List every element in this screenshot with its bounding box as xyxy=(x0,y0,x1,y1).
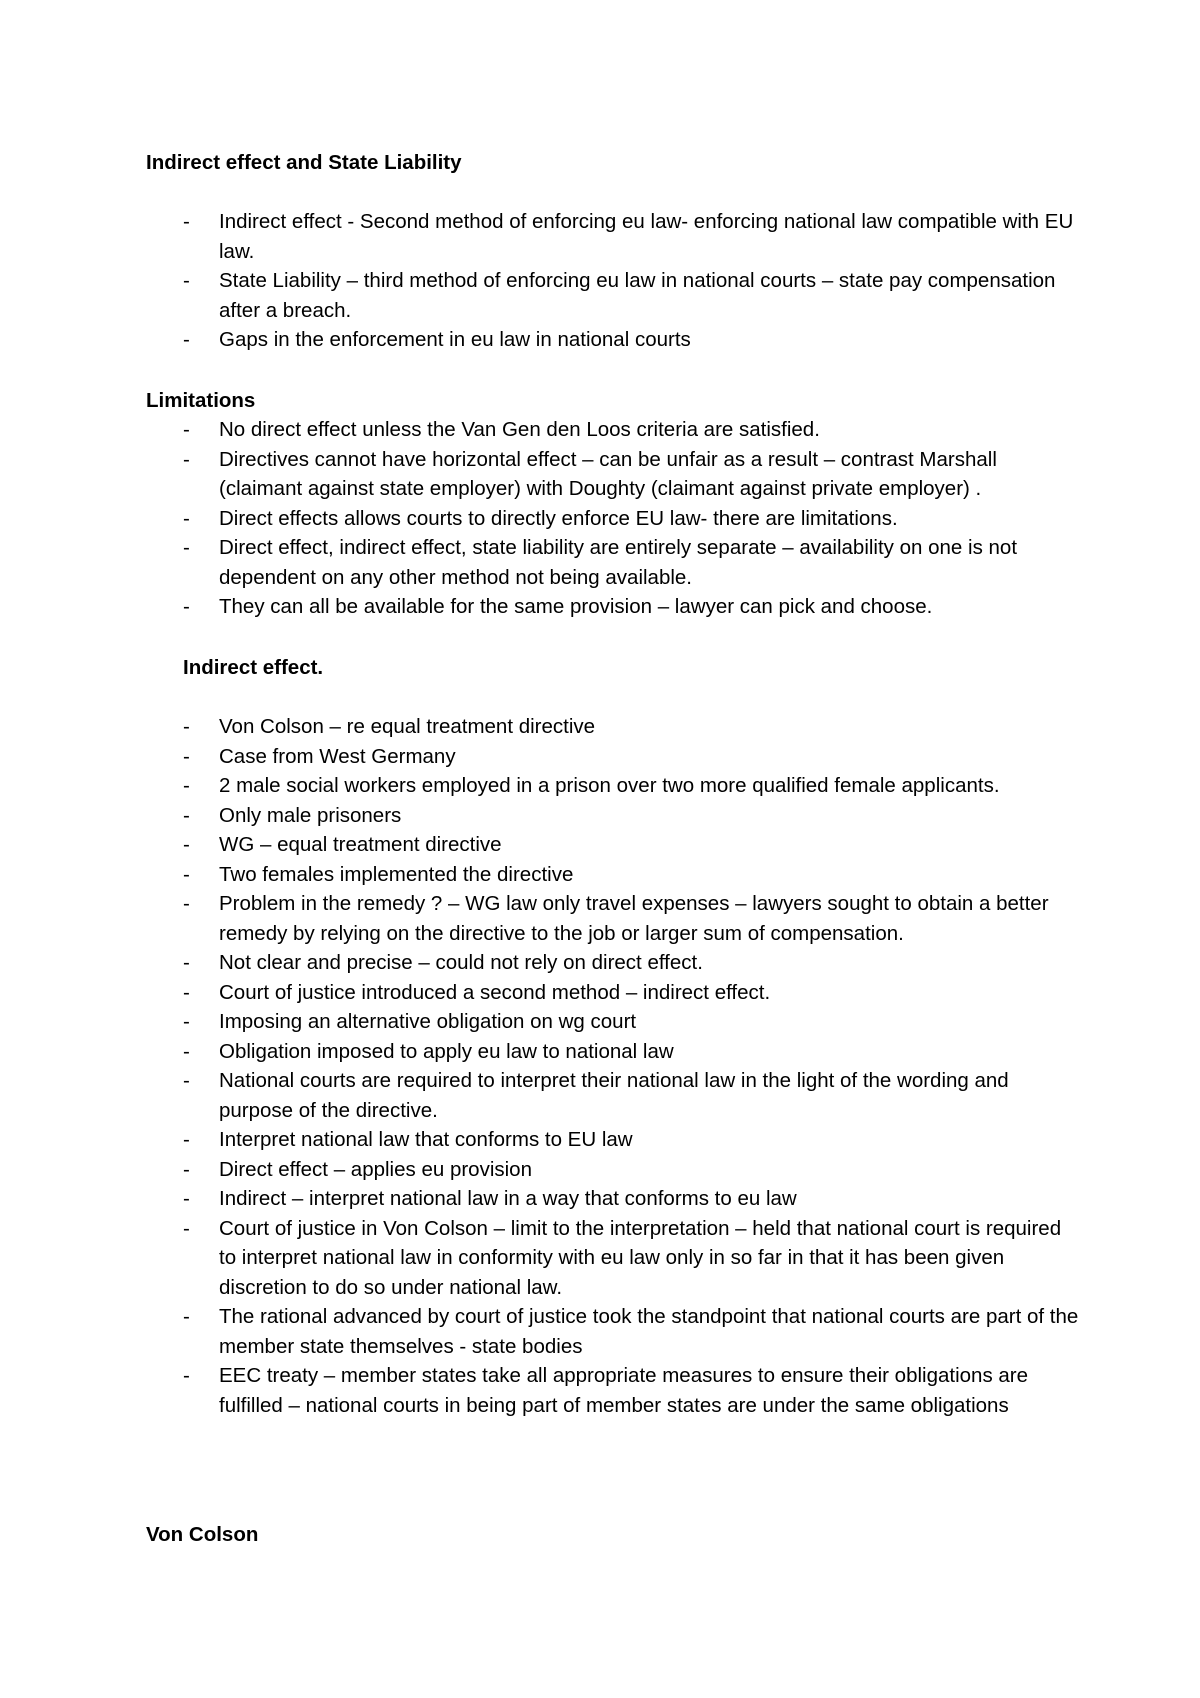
bullet-dash: - xyxy=(183,506,190,530)
list-item-text: Court of justice in Von Colson – limit to the interpretation – held that national court is required to interpret national law in conformity with eu law only in so far in that it has been given discretion to do so under national law. xyxy=(219,1216,1062,1299)
bullet-dash: - xyxy=(183,536,190,559)
list-item xyxy=(183,1214,1083,1303)
list-item xyxy=(183,1066,1083,1125)
list-item-text: WG – equal treatment directive xyxy=(219,833,502,856)
bullet-dash: - xyxy=(183,1128,190,1151)
bullet-dash: - xyxy=(183,833,190,856)
list-item-text: Only male prisoners xyxy=(219,803,402,827)
list-item-text: 2 male social workers employed in a prison over two more qualified female applicants. xyxy=(219,774,1000,797)
list-item-text: Interpret national law that conforms to EU law xyxy=(219,1128,633,1151)
intro-list xyxy=(183,207,1083,355)
bullet-dash: - xyxy=(183,1010,190,1033)
von-colson-heading: Von Colson xyxy=(146,1523,259,1546)
list-item xyxy=(183,771,1083,801)
list-item xyxy=(183,948,1083,978)
list-item-text: The rational advanced by court of justice took the standpoint that national courts are part of the member state themselves - state bodies xyxy=(219,1305,1079,1358)
list-item xyxy=(183,1302,1083,1361)
list-item xyxy=(183,860,1083,890)
list-item xyxy=(183,266,1083,325)
list-item-text: Indirect – interpret national law in a way that conforms to eu law xyxy=(219,1187,797,1210)
list-item xyxy=(183,504,1083,534)
bullet-dash: - xyxy=(183,595,190,618)
list-item-text: Direct effect, indirect effect, state liability are entirely separate – availability on one is not dependent on any other method not being available. xyxy=(219,536,1018,589)
list-item-text: Not clear and precise – could not rely on direct effect. xyxy=(219,951,703,974)
list-item-text: Problem in the remedy ? – WG law only travel expenses – lawyers sought to obtain a better remedy by relying on the directive to the job or larger sum of compensation. xyxy=(219,892,1049,945)
list-item xyxy=(183,1184,1083,1214)
list-item-text: Von Colson – re equal treatment directive xyxy=(219,715,596,738)
list-item-text: Direct effects allows courts to directly enforce EU law- there are limitations. xyxy=(219,506,898,530)
list-item-text: No direct effect unless the Van Gen den Loos criteria are satisfied. xyxy=(219,418,820,441)
document-title: Indirect effect and State Liability xyxy=(146,151,462,174)
list-item xyxy=(183,445,1083,504)
list-item-text: Indirect effect - Second method of enforcing eu law- enforcing national law compatible with EU law. xyxy=(219,210,1074,263)
bullet-dash: - xyxy=(183,1039,190,1063)
list-item xyxy=(183,1037,1083,1067)
list-item xyxy=(183,1361,1083,1420)
list-item-text: Gaps in the enforcement in eu law in national courts xyxy=(219,328,691,351)
limitations-list xyxy=(183,415,1083,622)
bullet-dash: - xyxy=(183,1216,190,1240)
limitations-heading: Limitations xyxy=(146,389,256,412)
list-item-text: Two females implemented the directive xyxy=(219,862,574,886)
list-item-text: Obligation imposed to apply eu law to national law xyxy=(219,1039,674,1063)
list-item-text: EEC treaty – member states take all appropriate measures to ensure their obligations are fulfilled – national courts in being part of member states are under the same obligations xyxy=(219,1364,1029,1417)
list-item-text: Direct effect – applies eu provision xyxy=(219,1157,532,1181)
list-item xyxy=(183,978,1083,1008)
list-item-text: State Liability – third method of enforcing eu law in national courts – state pay compensation after a breach. xyxy=(219,269,1056,322)
bullet-dash: - xyxy=(183,269,190,292)
bullet-dash: - xyxy=(183,210,190,233)
bullet-dash: - xyxy=(183,418,190,441)
bullet-dash: - xyxy=(183,328,190,351)
bullet-dash: - xyxy=(183,951,190,974)
bullet-dash: - xyxy=(183,892,190,915)
list-item-text: Case from West Germany xyxy=(219,744,456,768)
bullet-dash: - xyxy=(183,1157,190,1181)
list-item xyxy=(183,1155,1083,1185)
bullet-dash: - xyxy=(183,744,190,768)
bullet-dash: - xyxy=(183,1069,190,1092)
list-item xyxy=(183,801,1083,831)
indirect-effect-heading: Indirect effect. xyxy=(183,656,324,679)
list-item-text: National courts are required to interpret their national law in the light of the wording and purpose of the directive. xyxy=(219,1069,1009,1122)
list-item xyxy=(183,830,1083,860)
indirect-effect-list xyxy=(183,712,1083,1420)
list-item xyxy=(183,533,1083,592)
bullet-dash: - xyxy=(183,447,190,471)
list-item xyxy=(183,415,1083,445)
list-item xyxy=(183,712,1083,742)
list-item xyxy=(183,742,1083,772)
list-item xyxy=(183,592,1083,622)
list-item-text: They can all be available for the same provision – lawyer can pick and choose. xyxy=(219,595,933,618)
list-item xyxy=(183,207,1083,266)
list-item xyxy=(183,1007,1083,1037)
list-item xyxy=(183,1125,1083,1155)
list-item xyxy=(183,889,1083,948)
bullet-dash: - xyxy=(183,774,190,797)
bullet-dash: - xyxy=(183,1305,190,1328)
bullet-dash: - xyxy=(183,862,190,886)
bullet-dash: - xyxy=(183,715,190,738)
bullet-dash: - xyxy=(183,1187,190,1210)
bullet-dash: - xyxy=(183,803,190,827)
bullet-dash: - xyxy=(183,1364,190,1387)
list-item-text: Court of justice introduced a second method – indirect effect. xyxy=(219,980,771,1004)
list-item-text: Imposing an alternative obligation on wg court xyxy=(219,1010,637,1033)
list-item xyxy=(183,325,1083,355)
list-item-text: Directives cannot have horizontal effect – can be unfair as a result – contrast Marshall (claimant against state employer) with Doughty (claimant against private employer) . xyxy=(219,447,997,500)
bullet-dash: - xyxy=(183,980,190,1004)
